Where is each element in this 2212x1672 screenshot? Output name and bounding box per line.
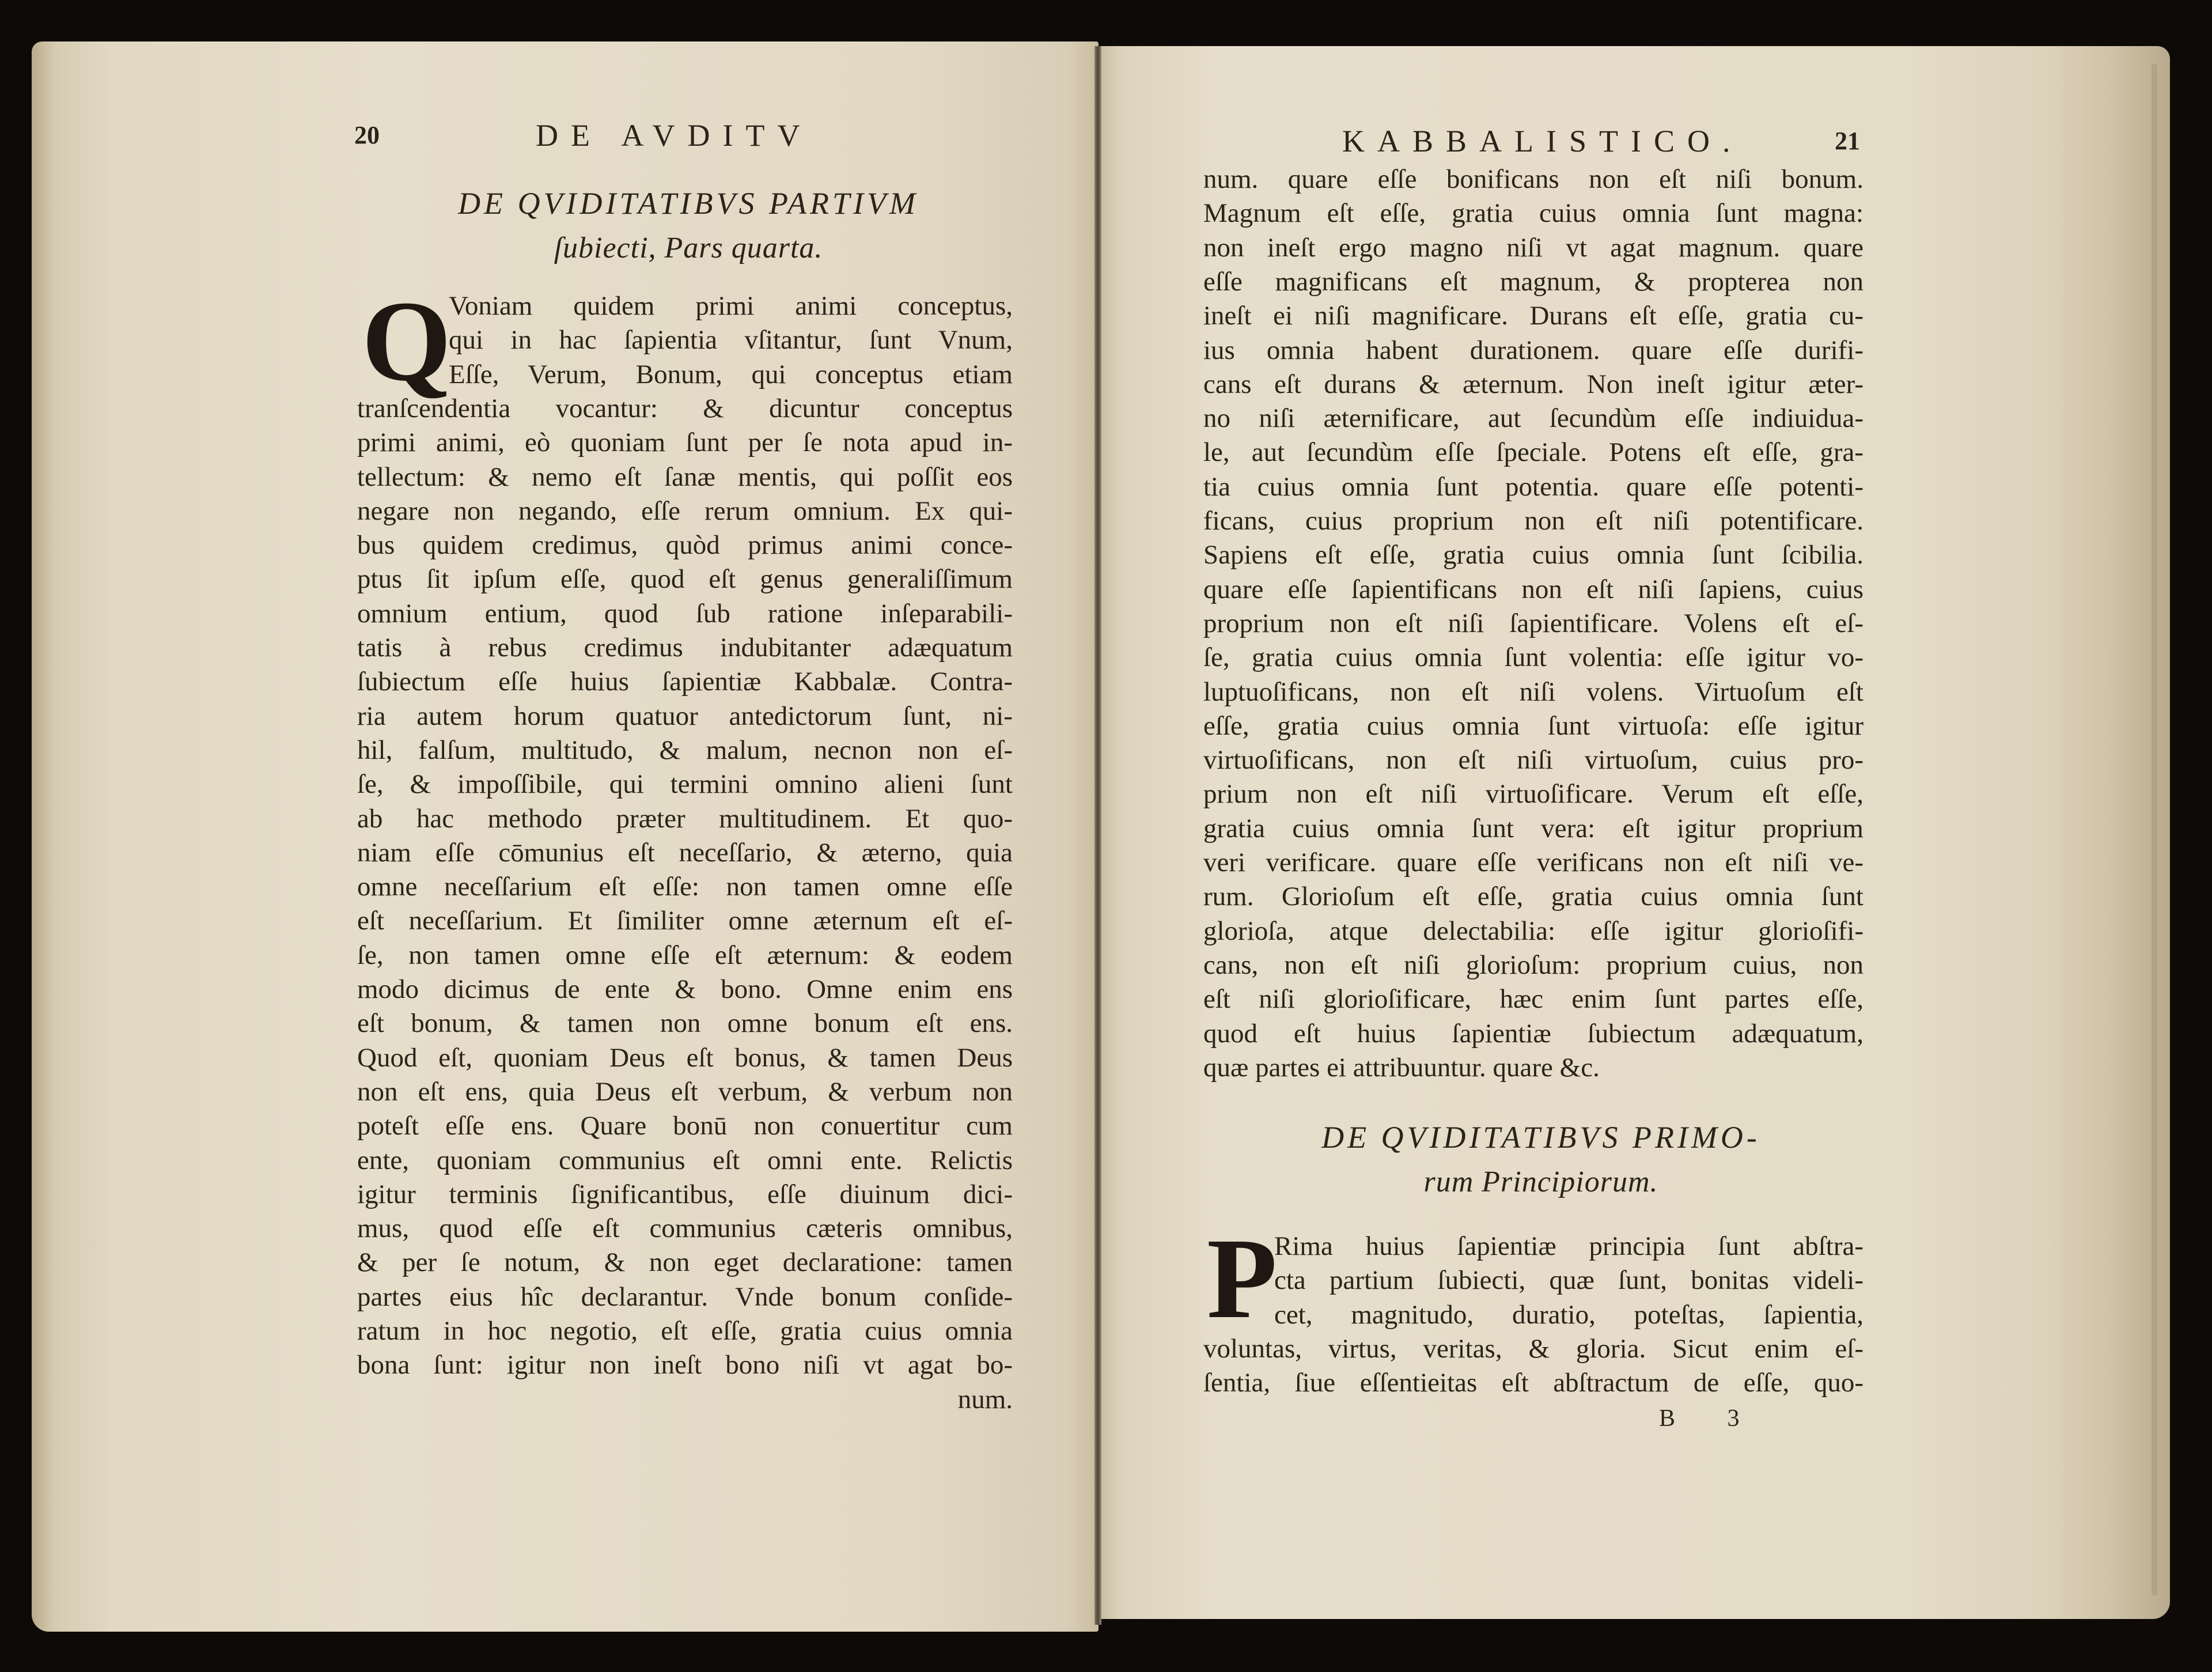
text-line: omne neceſſarium eſt eſſe: non tamen omne eſſe — [357, 872, 1013, 902]
text-line: quare eſſe ſapientificans non eſt niſi ſapiens, cuius — [1203, 574, 1863, 604]
text-line: tatis à rebus credimus indubitanter adæquatum — [357, 633, 1013, 663]
text-line: cans, non eſt niſi glorioſum: proprium cuius, non — [1203, 950, 1863, 980]
text-line: voluntas, virtus, veritas, & gloria. Sicut enim eſ- — [1203, 1333, 1863, 1364]
text-line: Eſſe, Verum, Bonum, qui conceptus etiam — [449, 359, 1013, 389]
page-edges — [2152, 63, 2157, 1596]
text-line: ab hac methodo præter multitudinem. Et quo- — [357, 803, 1013, 834]
drop-cap-p: P — [1207, 1215, 1278, 1342]
text-line: tia cuius omnia ſunt potentia. quare eſſe potenti- — [1203, 471, 1863, 502]
text-line: ria autem horum quatuor antedictorum ſunt, ni- — [357, 701, 1013, 731]
text-line: igitur terminis ſignificantibus, eſſe diuinum dici- — [357, 1179, 1013, 1209]
text-line: tranſcendentia vocantur: & dicuntur conceptus — [357, 393, 1013, 423]
text-line: qui in hac ſapientia vſitantur, ſunt Vnum, — [449, 325, 1013, 355]
text-line: ſe, gratia cuius omnia ſunt volentia: eſſe igitur vo- — [1203, 642, 1863, 673]
text-line: niam eſſe cōmunius eſt neceſſario, & æterno, quia — [357, 837, 1013, 868]
text-line: non ineſt ergo magno niſi vt agat magnum. quare — [1203, 232, 1863, 263]
section-subheading-left: ſubiecti, Pars quarta. — [554, 232, 823, 264]
text-line: Magnum eſt eſſe, gratia cuius omnia ſunt magna: — [1203, 198, 1863, 229]
text-line: ſubiectum eſſe huius ſapientiæ Kabbalæ. Contra- — [357, 667, 1013, 697]
text-line: tellectum: & nemo eſt ſanæ mentis, qui poſſit eos — [357, 461, 1013, 492]
text-line: ſentia, ſiue eſſentieitas eſt abſtractum de eſſe, quo- — [1203, 1368, 1863, 1398]
text-line: ſe, non tamen omne eſſe eſt æternum: & eodem — [357, 940, 1013, 970]
text-line: poteſt eſſe ens. Quare bonū non conuertitur cum — [357, 1111, 1013, 1141]
running-head-right: KABBALISTICO. — [1342, 124, 1743, 158]
text-line: proprium non eſt niſi ſapientificare. Volens eſt eſ- — [1203, 608, 1863, 638]
text-line: Voniam quidem primi animi conceptus, — [449, 291, 1013, 321]
text-line: hil, falſum, multitudo, & malum, necnon non eſ- — [357, 735, 1013, 765]
text-line: Rima huius ſapientiæ principia ſunt abſtra- — [1274, 1231, 1863, 1261]
section-heading-right: DE QVIDITATIBVS PRIMO- — [1321, 1120, 1760, 1155]
text-line: eſſe, gratia cuius omnia ſunt virtuoſa: eſſe igitur — [1203, 710, 1863, 741]
text-line: virtuoſificans, non eſt niſi virtuoſum, cuius pro- — [1203, 745, 1863, 776]
signature-mark: B 3 — [1659, 1405, 1763, 1432]
text-line: ius omnia habent durationem. quare eſſe durifi- — [1203, 335, 1863, 365]
text-line: cet, magnitudo, duratio, poteſtas, ſapientia, — [1274, 1299, 1863, 1330]
text-line: & per ſe notum, & non eget declaratione: tamen — [357, 1247, 1013, 1278]
text-line: partes eius hîc declarantur. Vnde bonum conſide- — [357, 1281, 1013, 1312]
text-line: ficans, cuius proprium non eſt niſi potentificare. — [1203, 506, 1863, 536]
text-line: bus quidem credimus, quòd primus animi conce- — [357, 530, 1013, 561]
text-line: quod eſt huius ſapientiæ ſubiectum adæquatum, — [1203, 1018, 1863, 1049]
text-line: negare non negando, eſſe rerum omnium. Ex qui- — [357, 495, 1013, 526]
text-line: num. — [957, 1384, 1013, 1414]
text-line: veri verificare. quare eſſe verificans non eſt niſi ve- — [1203, 848, 1863, 877]
text-line: luptuoſificans, non eſt niſi volens. Virtuoſum eſt — [1203, 676, 1863, 707]
text-line: ſe, & impoſſibile, qui termini omnino alieni ſunt — [357, 769, 1013, 800]
section-subheading-right: rum Principiorum. — [1423, 1166, 1658, 1198]
text-line: rum. Glorioſum eſt eſſe, gratia cuius omnia ſunt — [1203, 882, 1863, 912]
text-line: mus, quod eſſe eſt communius cæteris omnibus, — [357, 1213, 1013, 1244]
page-number-right: 21 — [1835, 127, 1860, 155]
running-head-left: DE AVDITV — [536, 118, 813, 153]
text-line: no niſi æternificare, aut ſecundùm eſſe indiuidua- — [1203, 403, 1863, 434]
text-line: bona ſunt: igitur non ineſt bono niſi vt agat bo- — [357, 1350, 1013, 1380]
text-line: quæ partes ei attribuuntur. quare &c. — [1203, 1052, 1600, 1083]
text-line: omnium entium, quod ſub ratione inſeparabili- — [357, 598, 1013, 629]
text-line: eſt neceſſarium. Et ſimiliter omne æternum eſt eſ- — [357, 906, 1013, 936]
text-line: eſt bonum, & tamen non omne bonum eſt ens. — [357, 1008, 1013, 1039]
text-line: gratia cuius omnia ſunt vera: eſt igitur proprium — [1203, 813, 1863, 843]
text-line: le, aut ſecundùm eſſe ſpeciale. Potens eſt eſſe, gra- — [1203, 437, 1863, 468]
text-line: eſſe magnificans eſt magnum, & propterea non — [1203, 266, 1863, 297]
text-line: modo dicimus de ente & bono. Omne enim ens — [357, 974, 1013, 1004]
text-line: cta partium ſubiecti, quæ ſunt, bonitas videli- — [1274, 1265, 1863, 1296]
text-line: cans eſt durans & æternum. Non ineſt igitur æter- — [1203, 369, 1863, 399]
text-line: ptus ſit ipſum eſſe, quod eſt genus generaliſſimum — [357, 564, 1013, 595]
drop-cap-q: Q — [362, 278, 452, 405]
text-line: eſt niſi glorioſificare, hæc enim ſunt partes eſſe, — [1203, 984, 1863, 1015]
text-line: ratum in hoc negotio, eſt eſſe, gratia cuius omnia — [357, 1316, 1013, 1346]
text-line: ineſt ei niſi magnificare. Durans eſt eſſe, gratia cu- — [1203, 301, 1863, 331]
text-line: primi animi, eò quoniam ſunt per ſe nota apud in- — [357, 428, 1013, 458]
text-line: num. quare eſſe bonificans non eſt niſi bonum. — [1203, 164, 1863, 194]
text-line: non eſt ens, quia Deus eſt verbum, & verbum non — [357, 1076, 1013, 1107]
page-number-left: 20 — [354, 121, 380, 149]
text-line: prium non eſt niſi virtuoſificare. Verum eſt eſſe, — [1203, 779, 1863, 809]
text-line: ente, quoniam communius eſt omni ente. Relictis — [357, 1145, 1013, 1175]
text-line: glorioſa, atque delectabilia: eſſe igitur glorioſifi- — [1203, 916, 1863, 946]
book-spine — [1094, 46, 1101, 1625]
section-heading-left: DE QVIDITATIBVS PARTIVM — [458, 186, 919, 221]
text-line: Sapiens eſt eſſe, gratia cuius omnia ſunt ſcibilia. — [1203, 540, 1863, 570]
text-line: Quod eſt, quoniam Deus eſt bonus, & tamen Deus — [357, 1042, 1013, 1073]
